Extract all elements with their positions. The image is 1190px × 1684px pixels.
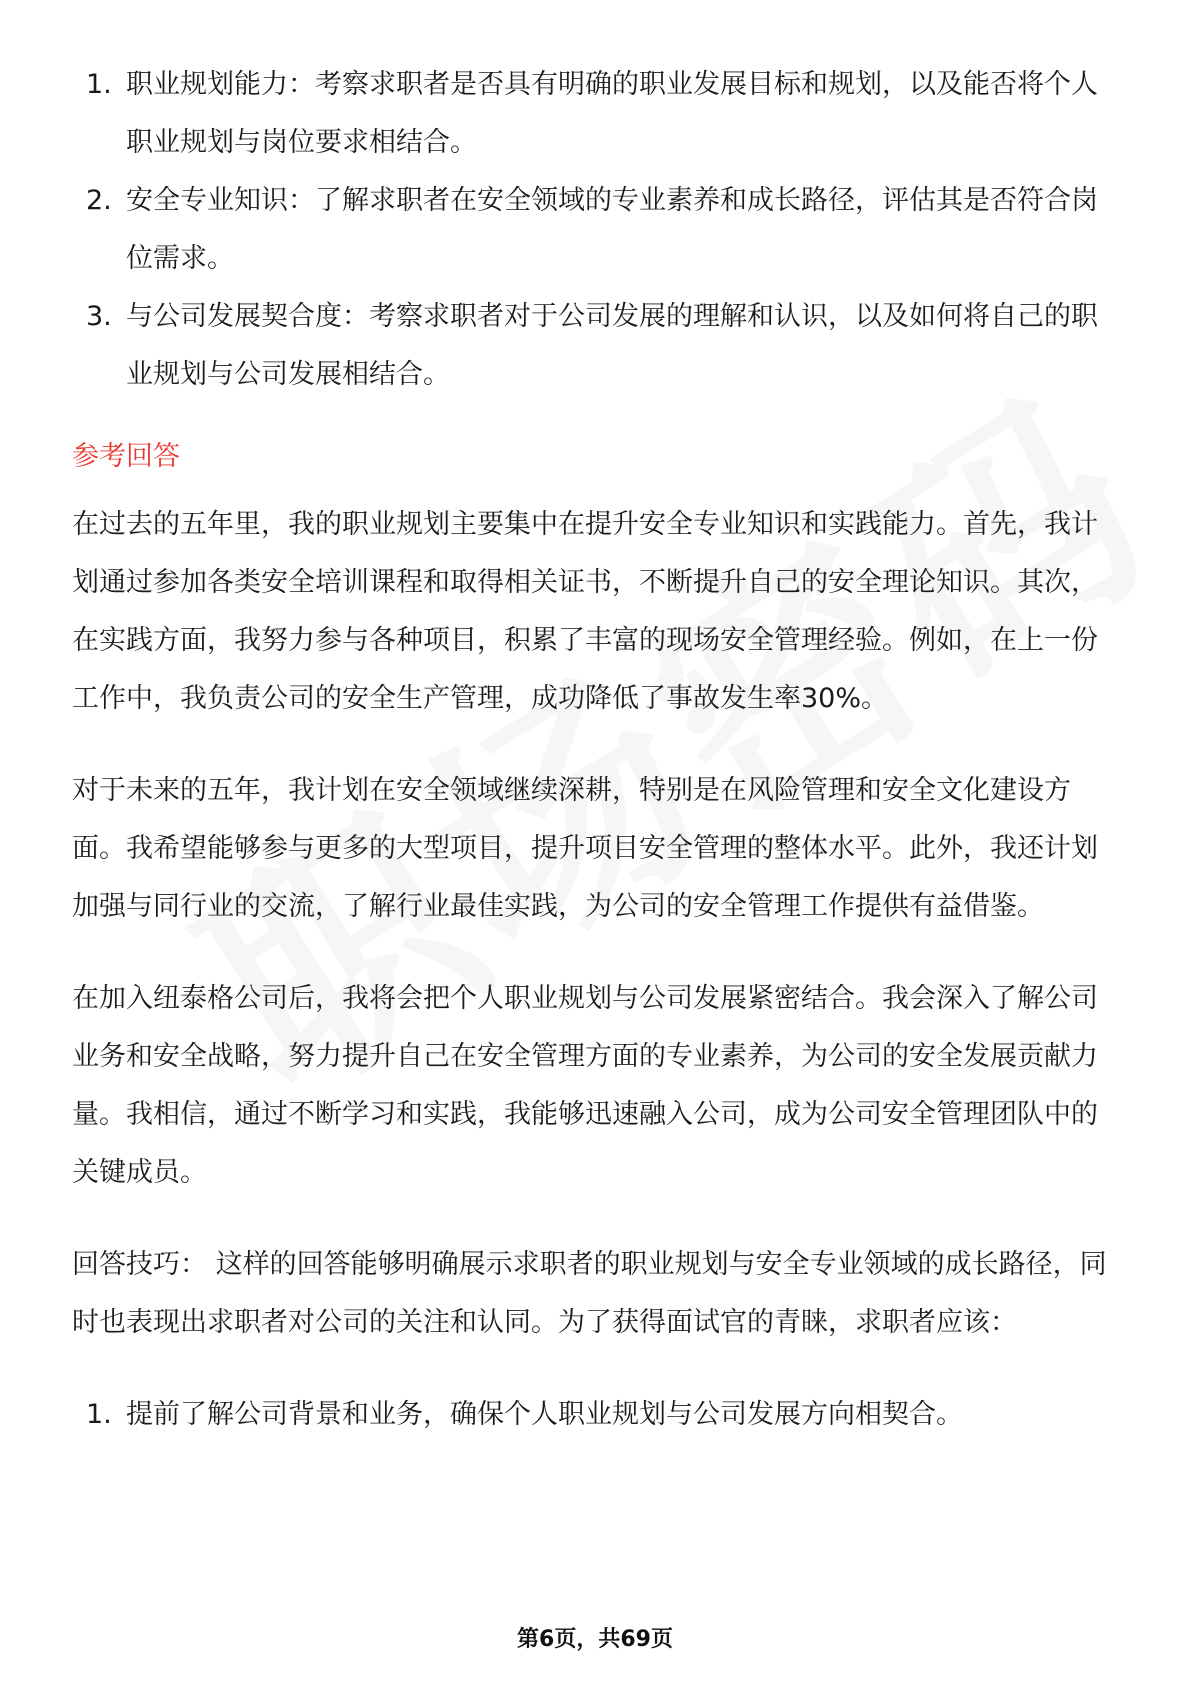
paragraph: 在过去的五年里，我的职业规划主要集中在提升安全专业知识和实践能力。首先，我计划通过参加各类安全培训课程和取得相关证书，不断提升自己的安全理论知识。其次，在实践方面，我努力参与各种项目，积累了丰富的现场安全管理经验。例如，在上一份工作中，我负责公司的安全生产管理，成功降低了事故发生率30%。 [72, 509, 1098, 714]
list-item-text: 与公司发展契合度：考察求职者对于公司发展的理解和认识，以及如何将自己的职业规划与公司发展相结合。 [126, 301, 1098, 390]
list-number: 1. [86, 69, 112, 100]
list-item-text: 职业规划能力：考察求职者是否具有明确的职业发展目标和规划，以及能否将个人职业规划与岗位要求相结合。 [126, 69, 1098, 158]
tips-list [72, 1386, 1122, 1444]
document-body [72, 56, 1122, 1444]
list-item-text: 提前了解公司背景和业务，确保个人职业规划与公司发展方向相契合。 [126, 1399, 963, 1430]
evaluation-points-list [72, 56, 1122, 404]
list-item-text: 安全专业知识：了解求职者在安全领域的专业素养和成长路径，评估其是否符合岗位需求。 [126, 185, 1098, 274]
paragraph: 在加入纽泰格公司后，我将会把个人职业规划与公司发展紧密结合。我会深入了解公司业务和安全战略，努力提升自己在安全管理方面的专业素养，为公司的安全发展贡献力量。我相信，通过不断学习和实践，我能够迅速融入公司，成为公司安全管理团队中的关键成员。 [72, 983, 1098, 1188]
list-item [72, 1386, 1122, 1444]
list-number: 1. [86, 1399, 112, 1430]
list-item [72, 56, 1122, 172]
answer-tips-paragraph: 回答技巧： 这样的回答能够明确展示求职者的职业规划与安全专业领域的成长路径，同时也表现出求职者对公司的关注和认同。为了获得面试官的青睐，求职者应该： [72, 1249, 1107, 1338]
page-number-footer: 第6页，共69页 [517, 1627, 673, 1652]
list-item [72, 288, 1122, 404]
list-number: 2. [86, 185, 112, 216]
paragraph: 对于未来的五年，我计划在安全领域继续深耕，特别是在风险管理和安全文化建设方面。我希望能够参与更多的大型项目，提升项目安全管理的整体水平。此外，我还计划加强与同行业的交流，了解行业最佳实践，为公司的安全管理工作提供有益借鉴。 [72, 775, 1098, 922]
list-item [72, 172, 1122, 288]
list-number: 3. [86, 301, 112, 332]
section-title: 参考回答 [72, 441, 180, 472]
